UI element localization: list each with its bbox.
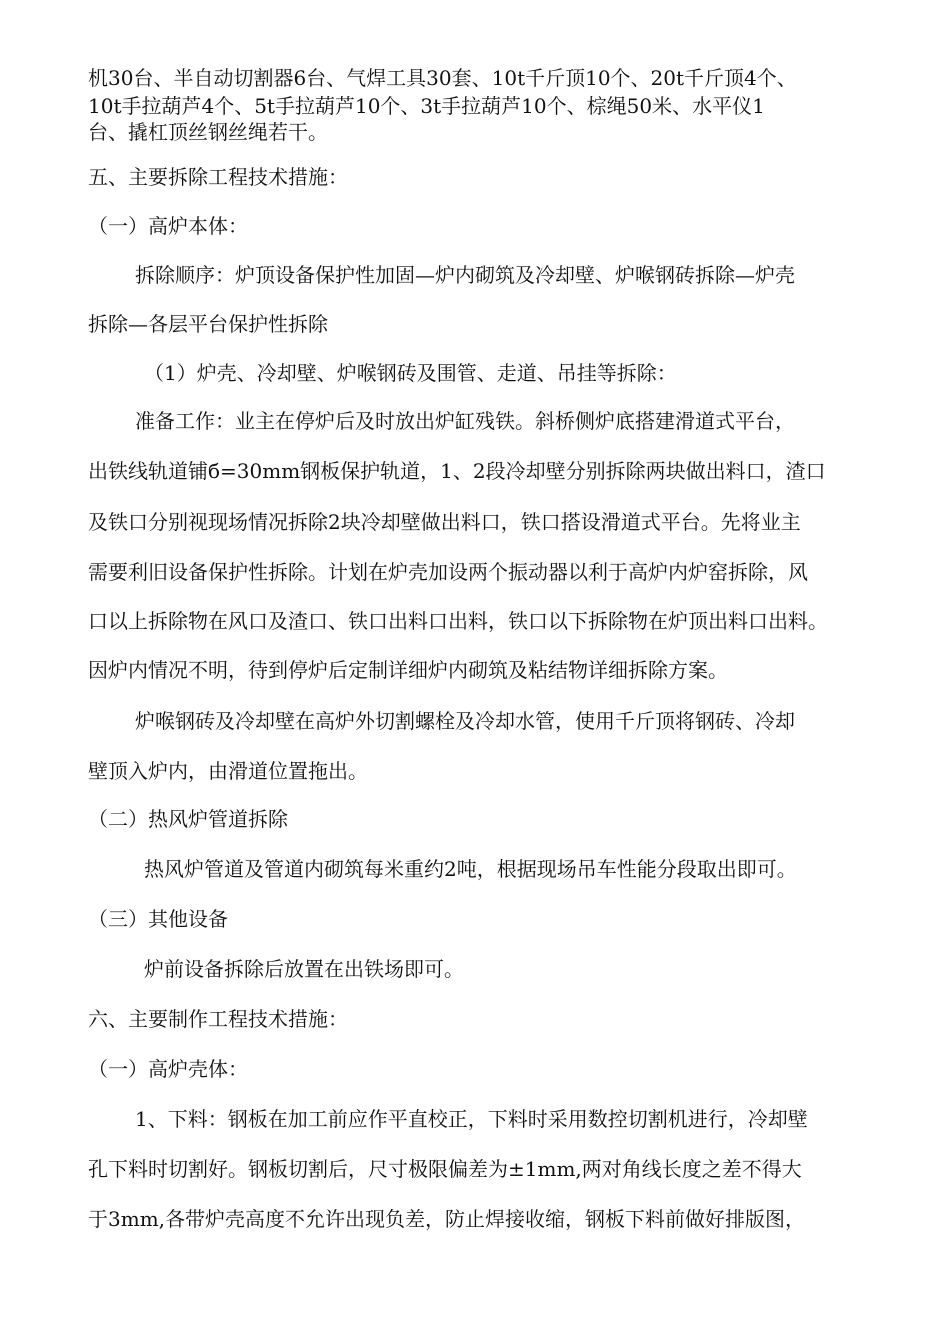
section-heading: 五、主要拆除工程技术措施： xyxy=(88,165,348,189)
text-line: 壁顶入炉内，由滑道位置拖出。 xyxy=(88,759,368,783)
subsection-heading: （一）高炉壳体： xyxy=(88,1057,248,1081)
text-line: 热风炉管道及管道内砌筑每米重约2吨，根据现场吊车性能分段取出即可。 xyxy=(144,857,797,881)
subsection-heading: （二）热风炉管道拆除 xyxy=(88,807,288,831)
text-line: 10t手拉葫芦4个、5t手拉葫芦10个、3t手拉葫芦10个、棕绳50米、水平仪1 xyxy=(88,94,765,118)
text-line: 出铁线轨道铺б=30mm钢板保护轨道，1、2段冷却壁分别拆除两块做出料口，渣口 xyxy=(88,459,826,483)
subsection-heading: （三）其他设备 xyxy=(88,907,228,931)
text-line: 及铁口分别视现场情况拆除2块冷却壁做出料口，铁口搭设滑道式平台。先将业主 xyxy=(88,510,801,534)
text-line: 台、撬杠顶丝钢丝绳若干。 xyxy=(88,120,328,144)
section-heading: 六、主要制作工程技术措施： xyxy=(88,1007,348,1031)
text-line: 炉前设备拆除后放置在出铁场即可。 xyxy=(144,957,464,981)
text-line: 因炉内情况不明，待到停炉后定制详细炉内砌筑及粘结物详细拆除方案。 xyxy=(88,658,728,682)
text-line: 孔下料时切割好。钢板切割后，尺寸极限偏差为±1mm,两对角线长度之差不得大 xyxy=(88,1157,802,1181)
text-line: 于3mm,各带炉壳高度不允许出现负差，防止焊接收缩，钢板下料前做好排版图， xyxy=(88,1207,806,1231)
text-line: 需要利旧设备保护性拆除。计划在炉壳加设两个振动器以利于高炉内炉窑拆除，风 xyxy=(88,560,808,584)
item-heading: （1）炉壳、冷却壁、炉喉钢砖及围管、走道、吊挂等拆除： xyxy=(144,361,677,385)
text-line: 拆除—各层平台保护性拆除 xyxy=(88,312,328,336)
subsection-heading: （一）高炉本体： xyxy=(88,214,248,238)
text-line: 口以上拆除物在风口及渣口、铁口出料口出料，铁口以下拆除物在炉顶出料口出料。 xyxy=(88,609,828,633)
text-line: 拆除顺序：炉顶设备保护性加固—炉内砌筑及冷却壁、炉喉钢砖拆除—炉壳 xyxy=(135,263,795,287)
text-line: 机30台、半自动切割器6台、气焊工具30套、10t千斤顶10个、20t千斤顶4个、 xyxy=(88,66,797,90)
text-line: 1、下料：钢板在加工前应作平直校正，下料时采用数控切割机进行，冷却壁 xyxy=(135,1107,808,1131)
text-line: 炉喉钢砖及冷却壁在高炉外切割螺栓及冷却水管，使用千斤顶将钢砖、冷却 xyxy=(135,709,795,733)
text-line: 准备工作：业主在停炉后及时放出炉缸残铁。斜桥侧炉底搭建滑道式平台， xyxy=(135,409,795,433)
